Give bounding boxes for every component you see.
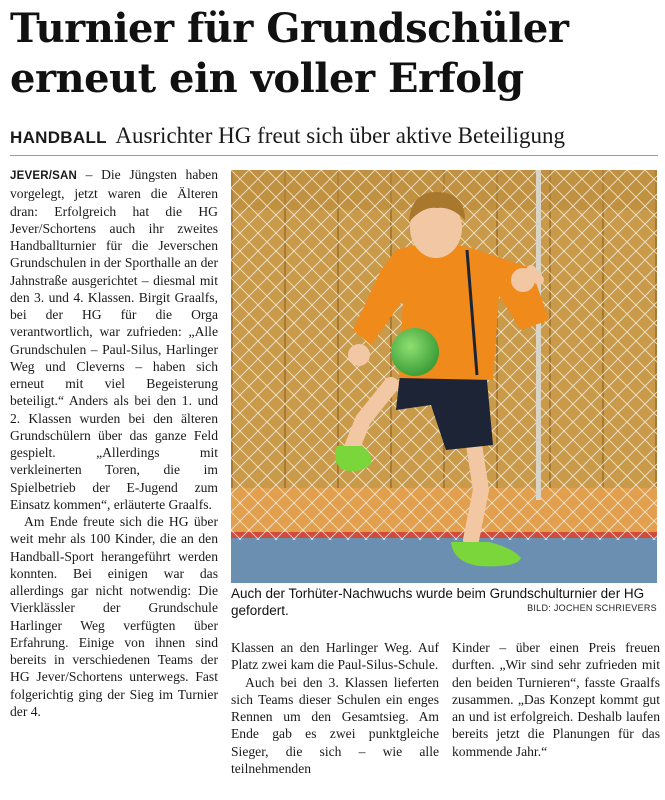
article-photo <box>231 170 657 583</box>
article-paragraph: Auch bei den 3. Klassen lieferten sich Teams dieser Schulen ein enges Rennen um den Gesamtsieg. Am Ende gab es zwei punktgleiche Sieger, die sich – wie alle teilnehmenden <box>231 674 439 776</box>
article-column-1 <box>10 166 218 720</box>
article-column-3 <box>452 639 660 760</box>
headline-line-2: erneut ein voller Erfolg <box>10 55 524 102</box>
photo-credit: BILD: JOCHEN SCHRIEVERS <box>527 603 657 613</box>
headline <box>10 4 660 104</box>
photo-caption: Auch der Torhüter-Nachwuchs wurde beim Grundschulturnier der HG gefordert. <box>231 586 645 618</box>
article-column-2 <box>231 639 439 777</box>
dateline: JEVER/SAN <box>10 170 77 182</box>
goalkeeper-photo <box>231 170 657 583</box>
subheadline <box>10 122 660 152</box>
article-paragraph <box>10 166 218 513</box>
article-paragraph: Kinder – über einen Preis freuen durften. „Wir sind sehr zufrieden mit den beiden Turnieren“, fasste Graalfs zusammen. „Das Konzept kommt gut an und ist erfolgreich. Deshalb laufen bereits jetzt die Planungen für das kommende Jahr.“ <box>452 640 660 759</box>
headline-line-1: Turnier für Grundschüler <box>10 5 569 52</box>
section-kicker: HANDBALL <box>10 128 107 147</box>
paragraph-text: – Die Jüngsten haben vorgelegt, jetzt waren die Älteren dran: Erfolgreich hat die HG Jever/Schortens auch ihr zweites Handballturnier für die Jeverschen Grundschulen in der Sporthalle an der Jahnstraße ausgerichtet – diesmal mit den 3. und 4. Klassen. Birgit Graalfs, bei der HG für die Orga verantwortlich, war zufrieden: „Alle Grundschulen – Paul-Silus, Harlinger Weg und Cleverns – haben sich erneut mit viel Begeisterung beteiligt.“ Anders als bei den 1. und 2. Klassen wurden bei den älteren Grundschülern über das ganze Feld gespielt. „Allerdings mit verkleinerten Toren, die im Spielbetrieb der E-Jugend zum Einsatz kommen“, erläuterte Graalfs. <box>10 167 218 512</box>
subheadline-text: Ausrichter HG freut sich über aktive Beteiligung <box>115 123 565 148</box>
divider <box>10 155 658 156</box>
article-paragraph: Klassen an den Harlinger Weg. Auf Platz zwei kam die Paul-Silus-Schule. <box>231 640 439 673</box>
article-paragraph: Am Ende freute sich die HG über weit mehr als 100 Kinder, die an den Handball-Sport herangeführt werden konnten. Bei einigen war das allerdings gar nicht notwendig: Die Vierklässler der Grundschule Harlinger Weg verfügten über Erfahrung. Einige von ihnen sind bereits in verschiedenen Teams der HG Jever/Schortens unterwegs. Fast folgerichtig ging der Sieg im Turnier der 4. <box>10 514 218 719</box>
